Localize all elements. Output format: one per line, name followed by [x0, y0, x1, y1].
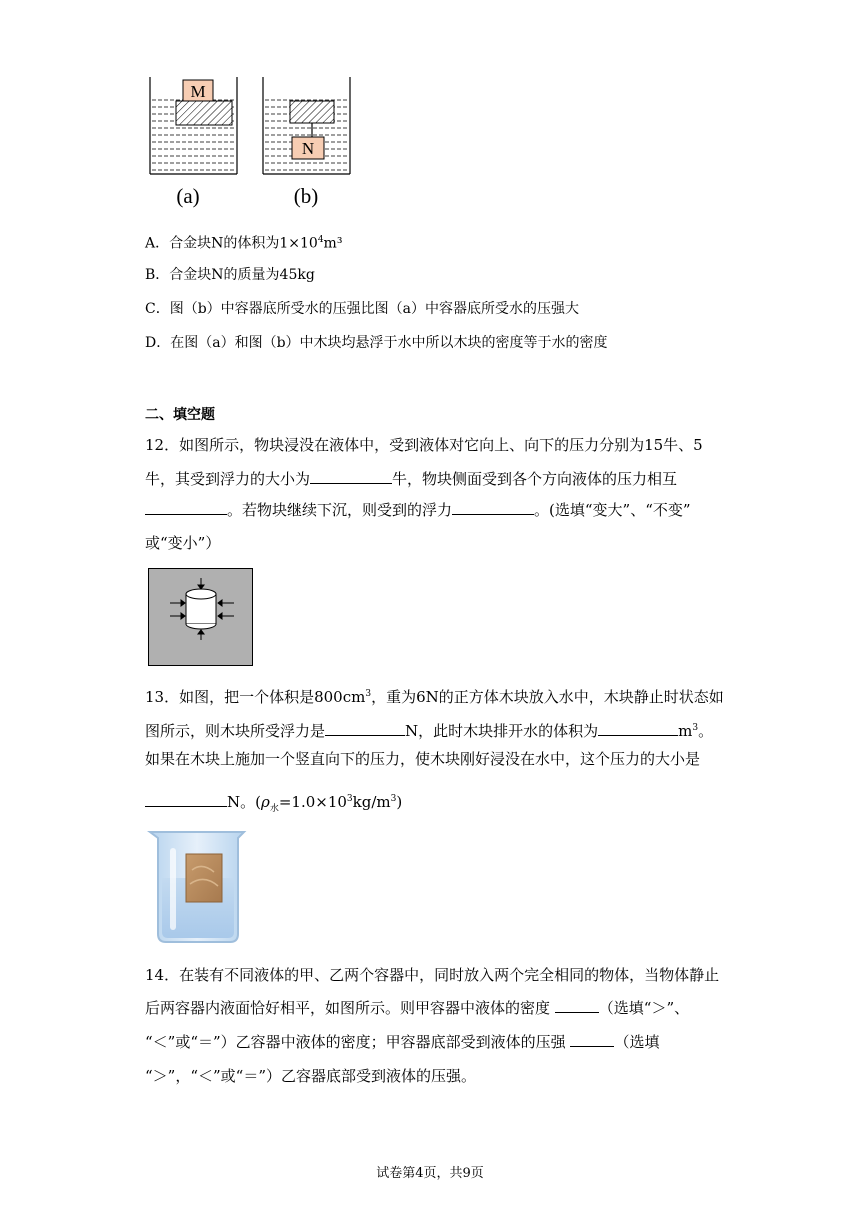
option-c: C．图（b）中容器底所受水的压强比图（a）中容器底所受水的压强大 [145, 301, 580, 317]
label-n: N [301, 139, 315, 158]
option-d: D．在图（a）和图（b）中木块均悬浮于水中所以木块的密度等于水的密度 [145, 335, 608, 351]
container-a [150, 77, 237, 174]
q12-line4: 或“变小”） [145, 534, 221, 552]
caption-a: (a) [176, 184, 200, 208]
q14-line1: 14．在装有不同液体的甲、乙两个容器中，同时放入两个完全相同的物体，当物体静止 [145, 966, 720, 984]
option-b: B．合金块N的质量为45kg [145, 267, 315, 283]
q12-line3: 。若物块继续下沉，则受到的浮力 。(选填“变大”、“不变” [145, 500, 691, 520]
q12-blank-1 [310, 469, 392, 484]
q12-line2: 牛，其受到浮力的大小为 牛，物块侧面受到各个方向液体的压力相互 [145, 470, 678, 488]
figure-submerged-cylinder [148, 568, 253, 666]
q13-line1: 13．如图，把一个体积是$800cm^3$，重为6N的正方体木块放入水中，木块静止时状态如 [145, 688, 724, 706]
page-footer: 试卷第4页，共9页 [376, 1166, 484, 1181]
q12-line1: 12．如图所示，物块浸没在液体中，受到液体对它向上、向下的压力分别为15牛、5 [145, 436, 703, 454]
caption-b: (b) [293, 184, 319, 208]
q13-blank-3 [145, 792, 227, 807]
section-heading: 二、填空题 [145, 407, 215, 423]
figure-beaker-wood-block [146, 826, 251, 946]
q13-line3: 如果在木块上施加一个竖直向下的压力，使木块刚好浸没在水中，这个压力的大小是 [145, 750, 701, 768]
q13-line2: 图所示，则木块所受浮力是 N，此时木块排开水的体积为 $m^3$。 [145, 722, 714, 740]
q12-blank-2 [145, 500, 227, 515]
q13-blank-1 [325, 721, 405, 736]
q14-line4: “＞”，“＜”或“＝”）乙容器底部受到液体的压强。 [145, 1067, 477, 1085]
q13-blank-2 [598, 721, 678, 736]
option-a: A．合金块N的体积为$1\times 10^4m^3$ [145, 235, 343, 252]
container-b [263, 77, 350, 174]
q14-line3: “＜”或“＝”）乙容器中液体的密度；甲容器底部受到液体的压强 （选填 [145, 1033, 660, 1051]
q14-line2: 后两容器内液面恰好相平，如图所示。则甲容器中液体的密度 （选填“＞”、 [145, 999, 690, 1017]
label-m: M [190, 82, 206, 101]
q12-blank-3 [452, 500, 534, 515]
figure-containers-ab [140, 72, 360, 212]
q13-line4: N。$(\rho_水=1.0\times 10^3kg/m^3)$ [145, 789, 402, 819]
q14-blank-1 [555, 998, 599, 1013]
q14-blank-2 [570, 1032, 614, 1047]
